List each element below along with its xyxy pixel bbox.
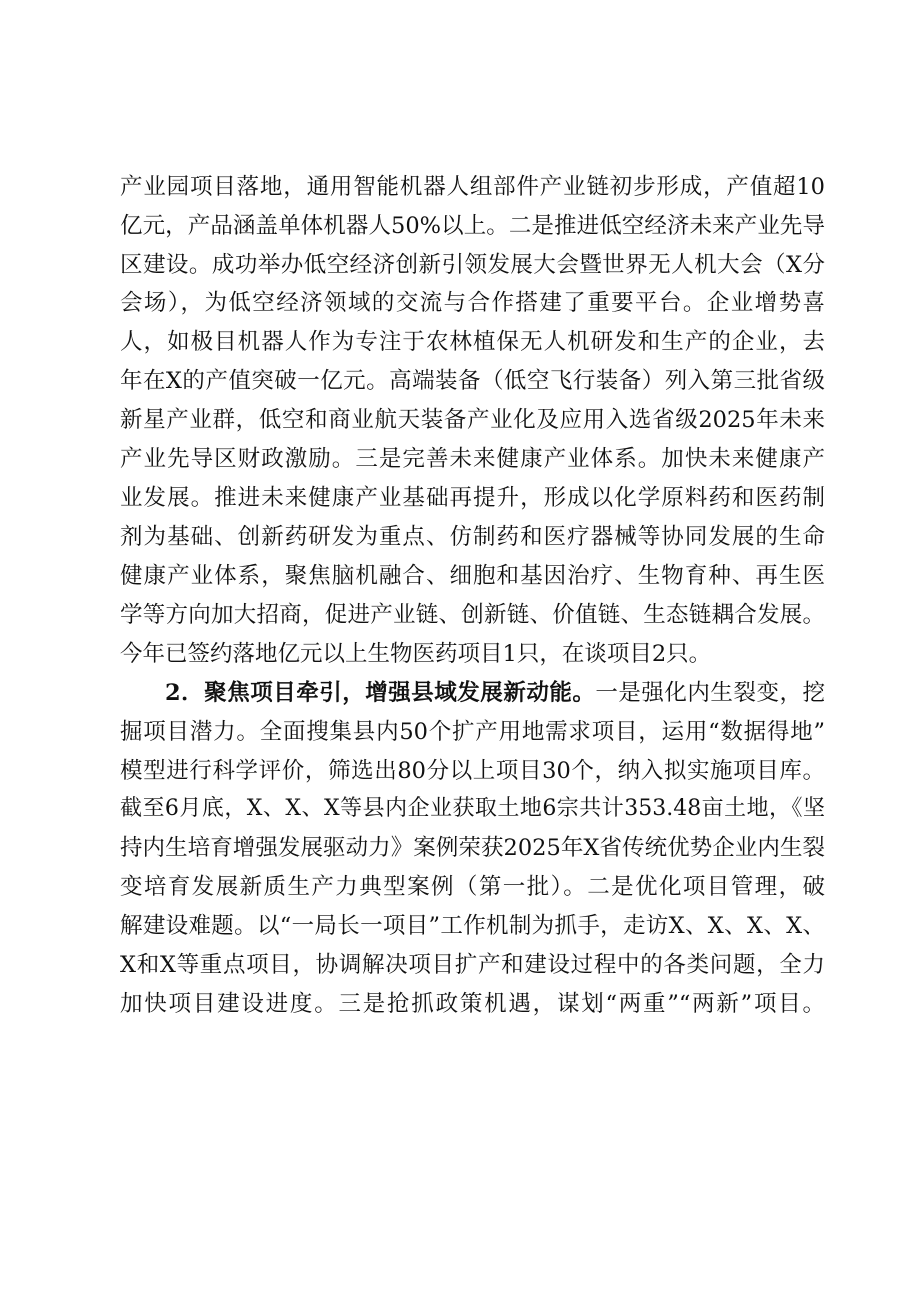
text-line: 加快项目建设进度。三是抢抓政策机遇，谋划“两重”“两新”项目。 xyxy=(120,991,825,1017)
section-heading-line xyxy=(165,674,825,712)
text-line: 人，如极目机器人作为专注于农林植保无人机研发和生产的企业，去 xyxy=(120,329,825,355)
text-line: 截至6月底，X、X、X等县内企业获取土地6宗共计353.48亩土地，《坚 xyxy=(120,796,825,821)
text-line: 健康产业体系，聚焦脑机融合、细胞和基因治疗、生物育种、再生医 xyxy=(120,563,825,589)
text-line: 学等方向加大招商，促进产业链、创新链、价值链、生态链耦合发展。 xyxy=(120,602,825,628)
text-line: 亿元，产品涵盖单体机器人50%以上。二是推进低空经济未来产业先导 xyxy=(120,213,825,239)
text-line: 模型进行科学评价，筛选出80分以上项目30个，纳入拟实施项目库。 xyxy=(120,758,825,784)
text-line: 剂为基础、创新药研发为重点、仿制药和医疗器械等协同发展的生命 xyxy=(120,524,825,550)
text-line: 产业先导区财政激励。三是完善未来健康产业体系。加快未来健康产 xyxy=(120,446,825,472)
text-line: 产业园项目落地，通用智能机器人组部件产业链初步形成，产值超10 xyxy=(120,174,825,200)
text-line: 解建设难题。以“一局长一项目”工作机制为抓手，走访X、X、X、X、 xyxy=(120,913,825,939)
text-span: 一是强化内生裂变，挖 xyxy=(595,680,825,706)
section-heading: 2．聚焦项目牵引，增强县域发展新动能。 xyxy=(165,680,596,706)
text-line: 会场），为低空经济领域的交流与合作搭建了重要平台。企业增势喜 xyxy=(120,290,825,316)
text-line: 持内生培育增强发展驱动力》案例荣获2025年X省传统优势企业内生裂 xyxy=(120,835,825,861)
text-line: X和X等重点项目，协调解决项目扩产和建设过程中的各类问题，全力 xyxy=(120,952,825,978)
text-line: 今年已签约落地亿元以上生物医药项目1只，在谈项目2只。 xyxy=(120,641,712,667)
text-line: 年在X的产值突破一亿元。高端装备（低空飞行装备）列入第三批省级 xyxy=(120,368,825,394)
text-line: 掘项目潜力。全面搜集县内50个扩产用地需求项目，运用“数据得地” xyxy=(120,719,825,745)
text-line: 区建设。成功举办低空经济创新引领发展大会暨世界无人机大会（X分 xyxy=(120,252,825,278)
text-line: 新星产业群，低空和商业航天装备产业化及应用入选省级2025年未来 xyxy=(120,407,825,433)
text-line: 变培育发展新质生产力典型案例（第一批）。二是优化项目管理，破 xyxy=(120,874,825,900)
text-line: 业发展。推进未来健康产业基础再提升，形成以化学原料药和医药制 xyxy=(120,485,825,511)
